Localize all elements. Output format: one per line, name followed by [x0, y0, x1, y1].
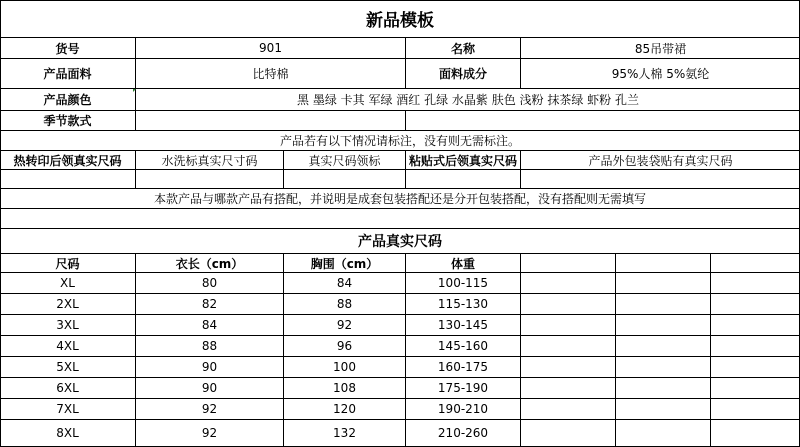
table-row	[0, 378, 800, 399]
title-row	[0, 0, 800, 38]
size-cell[interactable]: 8XL	[56, 426, 79, 440]
empty-cell[interactable]	[520, 336, 615, 356]
empty-cell[interactable]	[710, 399, 800, 419]
bust-cell[interactable]: 100	[283, 357, 405, 377]
label-header-wash-tag[interactable]: 水洗标真实尺寸码	[135, 151, 283, 169]
bust-cell[interactable]: 120	[283, 399, 405, 419]
season-value[interactable]	[135, 111, 405, 130]
table-row	[0, 420, 800, 447]
length-cell[interactable]: 92	[135, 420, 283, 446]
empty-cell[interactable]	[615, 378, 710, 398]
season-label[interactable]: 季节款式	[43, 114, 92, 128]
weight-cell[interactable]: 100-115	[405, 273, 520, 293]
label-header-packaging[interactable]: 产品外包装袋贴有真实尺码	[520, 151, 800, 169]
empty-cell[interactable]	[615, 357, 710, 377]
empty-cell[interactable]	[615, 273, 710, 293]
match-row	[0, 189, 800, 209]
item-no-value[interactable]: 901	[135, 38, 405, 58]
table-row	[0, 336, 800, 357]
table-row	[0, 357, 800, 378]
composition-value[interactable]: 95%人棉 5%氨纶	[520, 59, 800, 88]
empty-cell[interactable]	[520, 399, 615, 419]
size-table-title[interactable]: 产品真实尺码	[358, 234, 442, 250]
size-cell[interactable]: 7XL	[56, 402, 79, 416]
bust-cell[interactable]: 96	[283, 336, 405, 356]
match-note[interactable]: 本款产品与哪款产品有搭配，并说明是成套包装搭配还是分开包装搭配，没有搭配则无需填写	[153, 192, 646, 206]
table-row	[0, 273, 800, 294]
size-header-row	[0, 254, 800, 273]
colors-value[interactable]: 黑 墨绿 卡其 军绿 酒红 孔绿 水晶紫 肤色 浅粉 抹茶绿 虾粉 孔兰	[135, 89, 800, 110]
empty-cell[interactable]	[520, 273, 615, 293]
cell-comment-marker	[133, 89, 136, 92]
note-row	[0, 131, 800, 151]
empty-cell[interactable]	[710, 336, 800, 356]
label-header-size-label[interactable]: 真实尺码领标	[283, 151, 405, 169]
weight-cell[interactable]: 190-210	[405, 399, 520, 419]
length-cell[interactable]: 90	[135, 378, 283, 398]
empty-cell[interactable]	[615, 420, 710, 446]
name-value[interactable]: 85吊带裙	[520, 38, 800, 58]
empty-cell[interactable]	[520, 420, 615, 446]
weight-cell[interactable]: 210-260	[405, 420, 520, 446]
empty-cell[interactable]	[710, 420, 800, 446]
length-cell[interactable]: 92	[135, 399, 283, 419]
size-title-row	[0, 229, 800, 254]
size-header-bust[interactable]: 胸围（cm）	[283, 254, 405, 272]
size-cell[interactable]: 6XL	[56, 381, 79, 395]
bust-cell[interactable]: 84	[283, 273, 405, 293]
empty-cell[interactable]	[520, 378, 615, 398]
label-value-row	[0, 170, 800, 189]
color-row	[0, 89, 800, 111]
item-no-label[interactable]: 货号	[55, 41, 80, 56]
label-value-cell[interactable]	[135, 170, 283, 188]
weight-cell[interactable]: 130-145	[405, 315, 520, 335]
length-cell[interactable]: 90	[135, 357, 283, 377]
label-value-cell[interactable]	[520, 170, 800, 188]
table-row	[0, 399, 800, 420]
empty-cell[interactable]	[710, 378, 800, 398]
length-cell[interactable]: 80	[135, 273, 283, 293]
note-text[interactable]: 产品若有以下情况请标注，没有则无需标注。	[279, 134, 520, 148]
empty-cell[interactable]	[0, 209, 800, 228]
empty-cell[interactable]	[710, 273, 800, 293]
label-value-cell[interactable]	[0, 170, 135, 188]
weight-cell[interactable]: 145-160	[405, 336, 520, 356]
season-row	[0, 111, 800, 131]
size-cell[interactable]: XL	[60, 276, 75, 290]
weight-cell[interactable]: 160-175	[405, 357, 520, 377]
length-cell[interactable]: 82	[135, 294, 283, 314]
table-row	[0, 294, 800, 315]
size-cell[interactable]: 2XL	[56, 297, 79, 311]
empty-cell[interactable]	[710, 254, 800, 272]
empty-cell[interactable]	[710, 315, 800, 335]
bust-cell[interactable]: 88	[283, 294, 405, 314]
color-label[interactable]: 产品颜色	[43, 93, 92, 107]
length-cell[interactable]: 88	[135, 336, 283, 356]
size-header-weight[interactable]: 体重	[405, 254, 520, 272]
empty-cell[interactable]	[615, 254, 710, 272]
empty-cell[interactable]	[615, 399, 710, 419]
weight-cell[interactable]: 115-130	[405, 294, 520, 314]
size-header-length[interactable]: 衣长（cm）	[135, 254, 283, 272]
empty-cell[interactable]	[615, 315, 710, 335]
label-header-row	[0, 151, 800, 170]
weight-cell[interactable]: 175-190	[405, 378, 520, 398]
empty-row	[0, 209, 800, 229]
label-header-sticker[interactable]: 粘贴式后领真实尺码	[405, 151, 520, 169]
name-label[interactable]: 名称	[405, 38, 520, 58]
bust-cell[interactable]: 108	[283, 378, 405, 398]
length-cell[interactable]: 84	[135, 315, 283, 335]
empty-cell[interactable]	[520, 294, 615, 314]
item-row	[0, 38, 800, 59]
size-cell[interactable]: 3XL	[56, 318, 79, 332]
fabric-label[interactable]: 产品面料	[43, 67, 92, 81]
composition-label[interactable]: 面料成分	[405, 59, 520, 88]
empty-cell[interactable]	[615, 294, 710, 314]
empty-cell[interactable]	[520, 254, 615, 272]
label-value-cell[interactable]	[283, 170, 405, 188]
empty-cell[interactable]	[615, 336, 710, 356]
label-header-heat-transfer[interactable]: 热转印后领真实尺码	[13, 153, 122, 168]
label-value-cell[interactable]	[405, 170, 520, 188]
empty-cell[interactable]	[710, 294, 800, 314]
fabric-row	[0, 59, 800, 89]
size-cell[interactable]: 4XL	[56, 339, 79, 353]
fabric-value[interactable]: 比特棉	[135, 59, 405, 88]
bust-cell[interactable]: 92	[283, 315, 405, 335]
empty-cell[interactable]	[520, 357, 615, 377]
bust-cell[interactable]: 132	[283, 420, 405, 446]
table-row	[0, 315, 800, 336]
size-cell[interactable]: 5XL	[56, 360, 79, 374]
sheet-title[interactable]: 新品模板	[366, 11, 434, 31]
size-header-size[interactable]: 尺码	[55, 256, 80, 271]
empty-cell[interactable]	[520, 315, 615, 335]
season-empty-cell[interactable]	[405, 111, 800, 130]
empty-cell[interactable]	[710, 357, 800, 377]
